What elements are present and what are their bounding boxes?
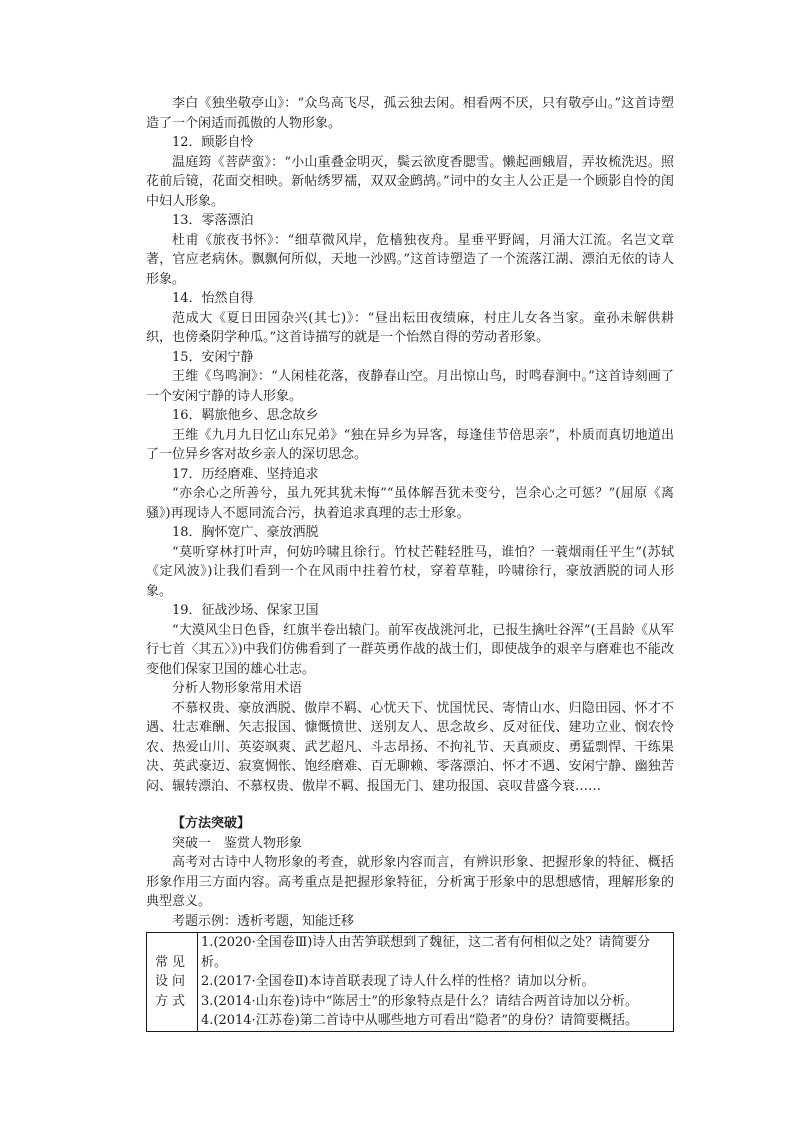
table-row (147, 933, 674, 1032)
section-heading: 13．零落漂泊 (172, 213, 254, 228)
section-heading: 分析人物形象常用术语 (172, 681, 303, 696)
section-gap (146, 796, 674, 814)
section-heading: 18．胸怀宽广、豪放洒脱 (172, 525, 319, 540)
paragraph: “亦余心之所善兮，虽九死其犹未悔”“虽体解吾犹未变兮，岂余心之可惩？”(屈原《离骚》)再现诗人不愿同流合污，执着追求真理的志士形象。 (146, 486, 674, 521)
section-heading: 15．安闲宁静 (172, 349, 254, 365)
paragraph: 杜甫《旅夜书怀》：“细草微风岸，危樯独夜舟。星垂平野阔，月涌大江流。名岂文章著，官应老病休。飘飘何所似，天地一沙鸥。”这首诗塑造了一个流落江湖、漂泊无依的诗人形象。 (146, 232, 674, 287)
section-heading: 17．历经磨难、坚持追求 (172, 466, 319, 482)
paragraph: “莫听穿林打叶声，何妨吟啸且徐行。竹杖芒鞋轻胜马，谁怕？一蓑烟雨任平生”(苏轼《定风波》)让我们看到一个在风雨中拄着竹杖，穿着草鞋，吟啸徐行，豪放洒脱的词人形象。 (146, 544, 674, 599)
section-heading: 【方法突破】 (172, 816, 251, 831)
question-table (146, 932, 674, 1032)
list-item: 4.(2014·江苏卷)第二首诗中从哪些地方可看出“隐者”的身份？请简要概括。 (201, 1013, 639, 1028)
table-items-cell (198, 933, 674, 1032)
section-heading: 16．羁旅他乡、思念故乡 (172, 408, 319, 423)
section-heading: 12．顾影自怜 (172, 135, 254, 150)
list-item: 3.(2014·山东卷)诗中“陈居士”的形象特点是什么？请结合两首诗加以分析。 (201, 993, 639, 1009)
document-body (146, 94, 674, 1032)
table-label-cell: 常见设问方式 (147, 933, 198, 1032)
section-heading: 14．怡然自得 (172, 291, 254, 306)
paragraph: “大漠风尘日色昏，红旗半卷出辕门。前军夜战洮河北，已报生擒吐谷浑”(王昌龄《从军行七首〈其五〉》)中我们仿佛看到了一群英勇作战的战士们，即使战争的艰辛与磨难也不能改变他们保家卫国的雄心壮志。 (146, 622, 674, 677)
paragraph: 范成大《夏日田园杂兴(其七)》：“昼出耘田夜绩麻，村庄儿女各当家。童孙未解供耕织，也傍桑阴学种瓜。”这首诗描写的就是一个怡然自得的劳动者形象。 (146, 310, 674, 345)
paragraph: 王维《九月九日忆山东兄弟》“独在异乡为异客，每逢佳节倍思亲”，朴质而真切地道出了一位异乡客对故乡亲人的深切思念。 (146, 427, 674, 462)
paragraph: 高考对古诗中人物形象的考查，就形象内容而言，有辨识形象、把握形象的特征、概括形象作用三方面内容。高考重点是把握形象特征，分析寓于形象中的思想感情，理解形象的典型意义。 (146, 855, 674, 909)
paragraph: 不慕权贵、豪放洒脱、傲岸不羁、心忧天下、忧国忧民、寄情山水、归隐田园、怀才不遇、壮志难酬、矢志报国、慷慨愤世、送别友人、思念故乡、反对征伐、建功立业、悯农怜农、热爱山川、英姿飒爽、武艺超凡、斗志昂扬、不拘礼节、天真顽皮、勇猛剽悍、干练果决、英武豪迈、寂寞惆怅、饱经磨难、百无聊赖、零落漂泊、怀才不遇、安闲宁静、幽独苦闷、辗转漂泊、不慕权贵、傲岸不羁、报国无门、建功报国、哀叹昔盛今衰…… (146, 700, 674, 794)
list-item: 2.(2017·全国卷Ⅱ)本诗首联表现了诗人什么样的性格？请加以分析。 (201, 974, 595, 989)
list-item: 1.(2020·全国卷Ⅲ)诗人由苦笋联想到了魏征，这二者有何相似之处？请简要分析。 (201, 935, 651, 970)
paragraph: 李白《独坐敬亭山》：“众鸟高飞尽，孤云独去闲。相看两不厌，只有敬亭山。”这首诗塑造了一个闲适而孤傲的人物形象。 (146, 96, 674, 131)
section-heading: 19．征战沙场、保家卫国 (172, 603, 319, 618)
section-heading: 考题示例：透析考题，知能迁移 (172, 913, 355, 929)
paragraph: 王维《鸟鸣涧》：“人闲桂花落，夜静春山空。月出惊山鸟，时鸣春涧中。”这首诗刻画了一个安闲宁静的诗人形象。 (146, 369, 674, 404)
paragraph: 温庭筠《菩萨蛮》：“小山重叠金明灭，鬓云欲度香腮雪。懒起画蛾眉，弄妆梳洗迟。照花前后镜，花面交相映。新帖绣罗襦，双双金鹧鸪。”词中的女主人公正是一个顾影自怜的闺中妇人形象。 (146, 154, 674, 209)
section-heading: 突破一 鉴赏人物形象 (172, 835, 303, 851)
